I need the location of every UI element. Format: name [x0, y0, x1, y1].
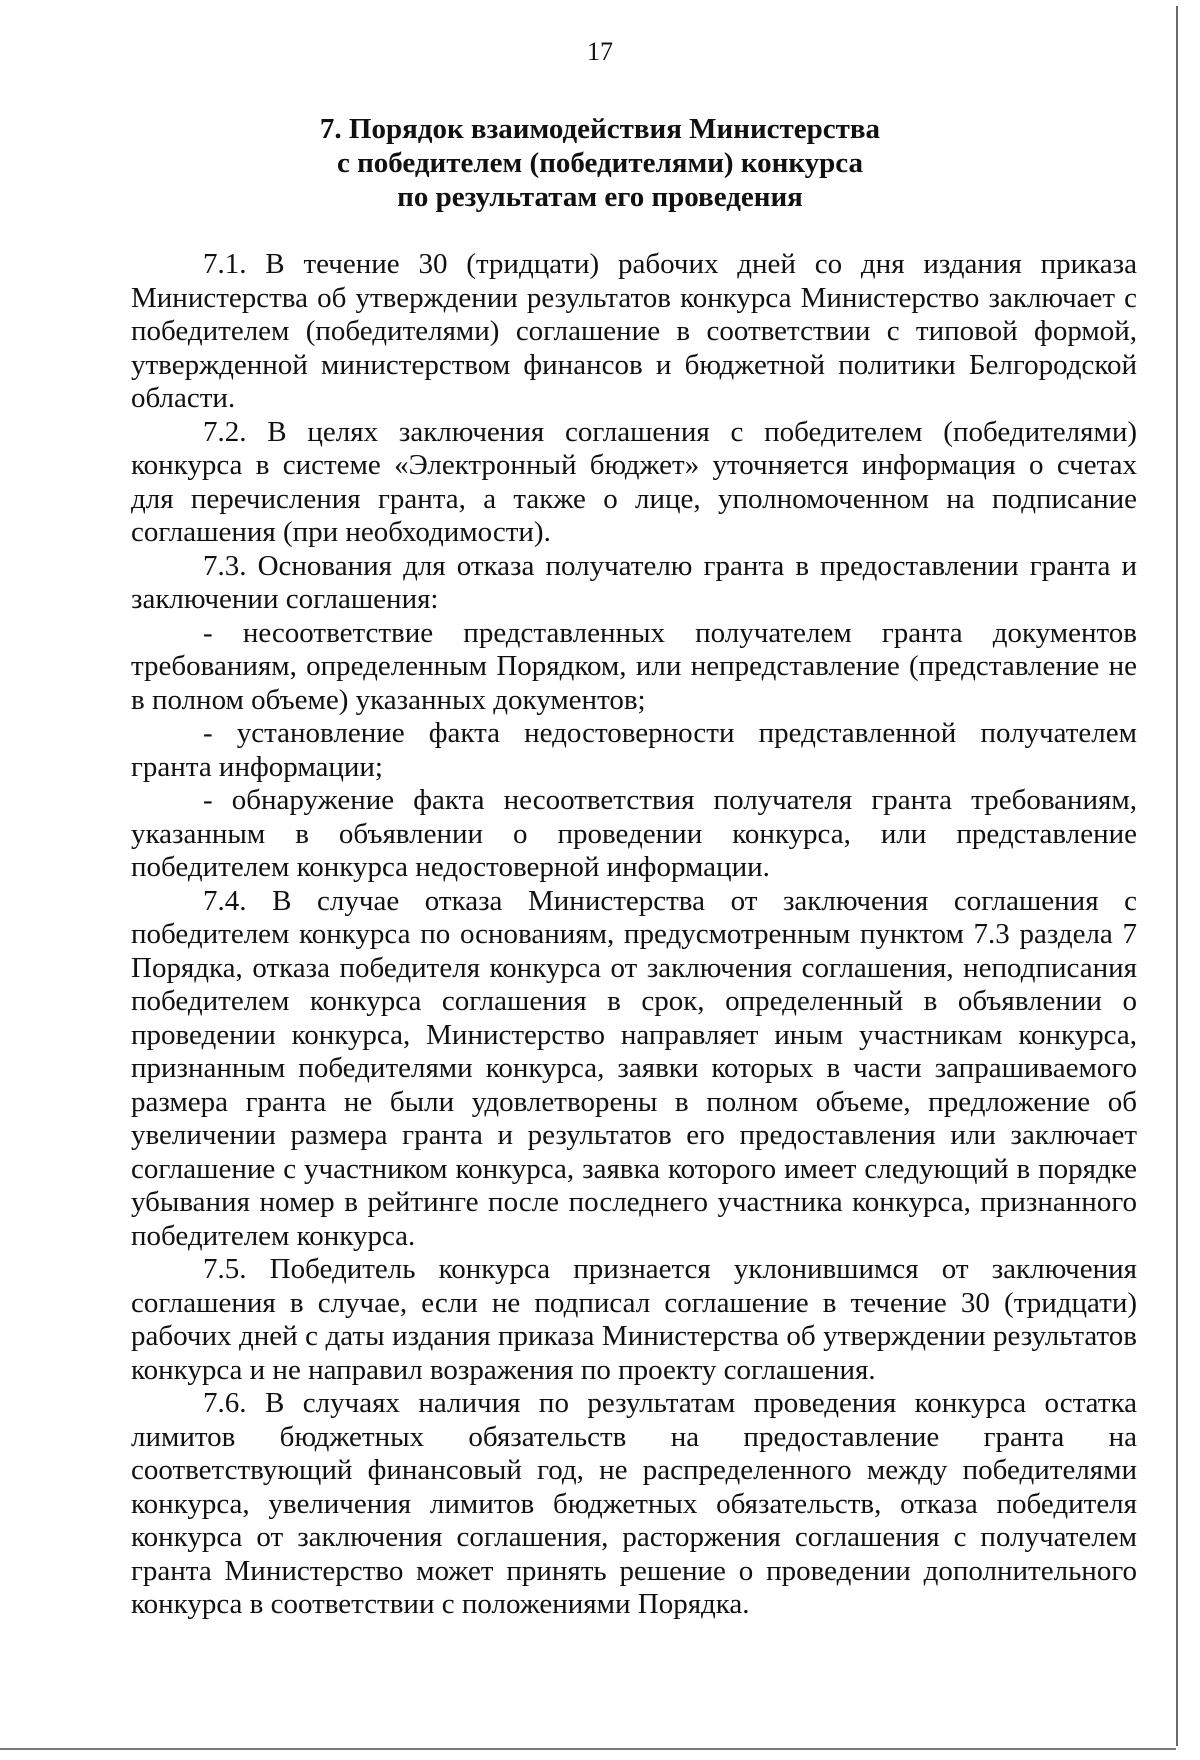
section-title-line: по результатам его проведения	[397, 181, 803, 213]
paragraph-7-5: 7.5. Победитель конкурса признается уклонившимся от заключения соглашения в случае, если не подписал соглашение в течение 30 (тридцати) рабочих дней с даты издания приказа Министерства об утверждении результатов конкурса и не направил возражения по проекту соглашения.	[131, 1253, 1137, 1386]
paragraph-7-4: 7.4. В случае отказа Министерства от заключения соглашения с победителем конкурса по основаниям, предусмотренным пунктом 7.3 раздела 7 Порядка, отказа победителя конкурса от заключения соглашения, неподписания победителем конкурса соглашения в срок, определенный в объявлении о проведении конкурса, Министерство направляет иным участникам конкурса, признанным победителями конкурса, заявки которых в части запрашиваемого размера гранта не были удовлетворены в полном объеме, предложение об увеличении размера гранта и результатов его предоставления или заключает соглашение с участником конкурса, заявка которого имеет следующий в порядке убывания номер в рейтинге после последнего участника конкурса, признанного победителем конкурса.	[131, 884, 1137, 1252]
paragraph-7-1: 7.1. В течение 30 (тридцати) рабочих дней со дня издания приказа Министерства об утверждении результатов конкурса Министерство заключает с победителем (победителями) соглашение в соответствии с типовой формой, утвержденной министерством финансов и бюджетной политики Белгородской области.	[131, 248, 1137, 414]
section-title	[0, 112, 1200, 214]
paragraph-7-6: 7.6. В случаях наличия по результатам проведения конкурса остатка лимитов бюджетных обязательств на предоставление гранта на соответствующий финансовый год, не распределенного между победителями конкурса, увеличения лимитов бюджетных обязательств, отказа победителя конкурса от заключения соглашения, расторжения соглашения с получателем гранта Министерство может принять решение о проведении дополнительного конкурса в соответствии с положениями Порядка.	[131, 1387, 1137, 1620]
scan-edge-right	[1176, 6, 1178, 1746]
list-item: - установление факта недостоверности представленной получателем гранта информации;	[131, 717, 1137, 783]
section-title-line: с победителем (победителями) конкурса	[336, 147, 864, 179]
paragraph-7-2: 7.2. В целях заключения соглашения с победителем (победителями) конкурса в системе «Электронный бюджет» уточняется информация о счетах для перечисления гранта, а также о лице, уполномоченном на подписание соглашения (при необходимости).	[131, 415, 1137, 548]
section-body	[131, 248, 1137, 1622]
scan-edge-bottom	[0, 1748, 1176, 1750]
page-number: 17	[587, 37, 613, 66]
section-title-line: 7. Порядок взаимодействия Министерства	[319, 113, 881, 145]
list-item: - обнаружение факта несоответствия получателя гранта требованиям, указанным в объявлении о проведении конкурса, или представление победителем конкурса недостоверной информации.	[131, 784, 1137, 883]
list-item: - несоответствие представленных получателем гранта документов требованиям, определенным Порядком, или непредставление (представление не в полном объеме) указанных документов;	[131, 616, 1137, 716]
paragraph-7-3: 7.3. Основания для отказа получателю гранта в предоставлении гранта и заключении соглашения:	[131, 549, 1137, 615]
